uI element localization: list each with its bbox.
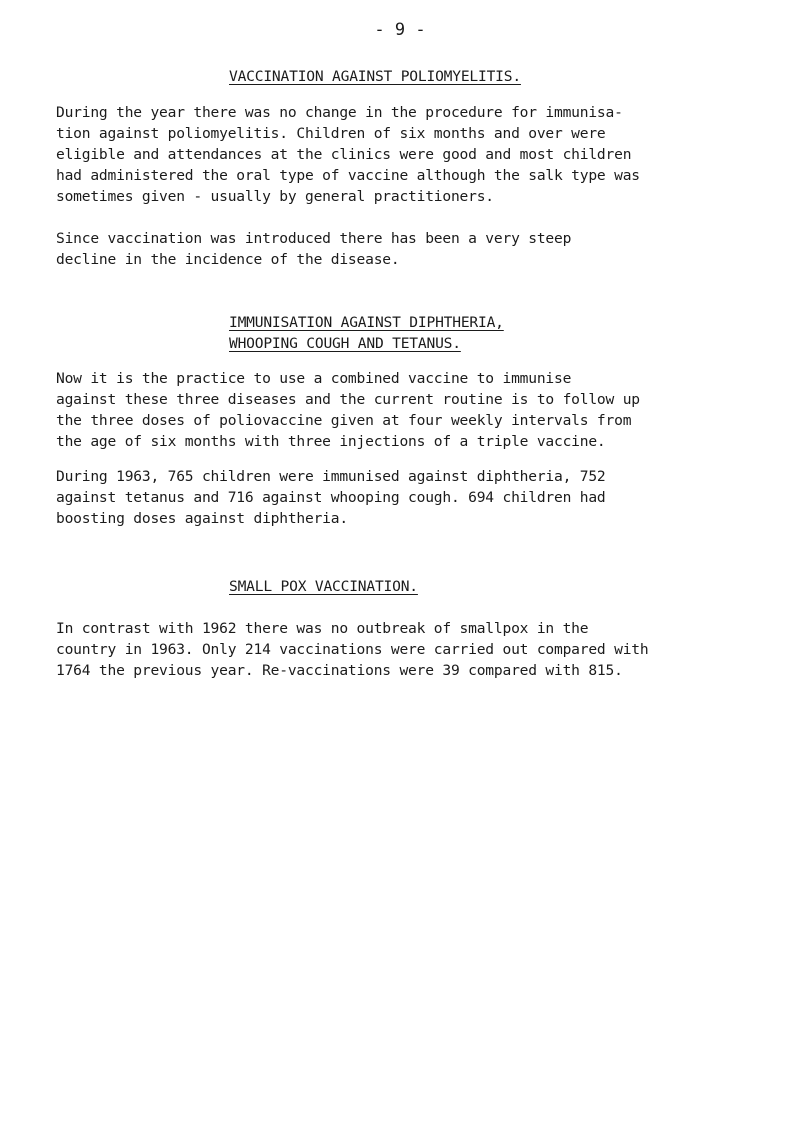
section-heading-smallpox: SMALL POX VACCINATION. xyxy=(229,578,418,595)
paragraph-smallpox-figures: In contrast with 1962 there was no outbreak of smallpox in the country in 1963. Only 214 vaccinations were carried out compared with 1764 the previous year. Re-vaccinations were 39 compared with 815. xyxy=(56,620,649,679)
paragraph-polio-decline: Since vaccination was introduced there has been a very steep decline in the incidence of the disease. xyxy=(56,230,572,268)
page-number: - 9 - xyxy=(374,20,426,40)
paragraph-combined-vaccine: Now it is the practice to use a combined vaccine to immunise against these three diseases and the current routine is to follow up the three doses of poliovaccine given at four weekly intervals from the age of six months with three injections of a triple vaccine. xyxy=(56,370,640,450)
section-heading-poliomyelitis: VACCINATION AGAINST POLIOMYELITIS. xyxy=(229,68,521,85)
section-heading-diphtheria: IMMUNISATION AGAINST DIPHTHERIA, xyxy=(229,314,504,331)
section-heading-diphtheria-line2: WHOOPING COUGH AND TETANUS. xyxy=(229,335,461,352)
paragraph-polio-procedure: During the year there was no change in the procedure for immunisa- tion against poliomyelitis. Children of six months and over were eligible and attendances at the clinics were good and most children had administered the oral type of vaccine although the salk type was sometimes given - usually by general practitioners. xyxy=(56,104,640,205)
paragraph-immunisation-figures: During 1963, 765 children were immunised against diphtheria, 752 against tetanus and 716 against whooping cough. 694 children had boosting doses against diphtheria. xyxy=(56,468,606,527)
